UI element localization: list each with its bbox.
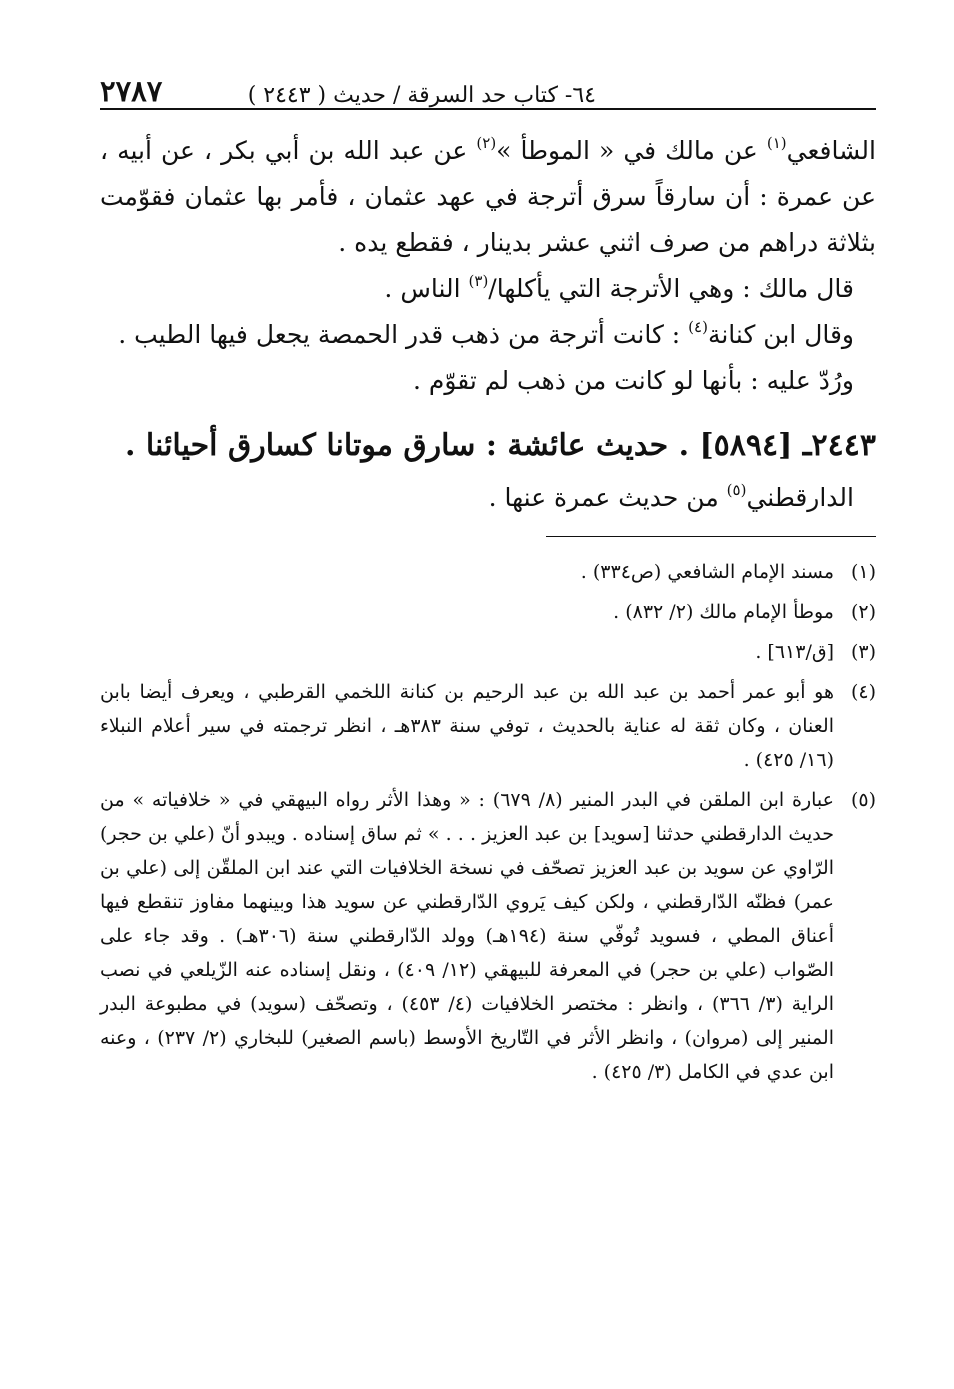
running-header	[100, 62, 876, 110]
page-number: ٢٧٨٧	[100, 74, 163, 108]
footnote-item	[100, 635, 876, 669]
footnote-ref[interactable]: (١)	[766, 133, 787, 152]
hadith-heading: ٢٤٤٣ـ [٥٨٩٤] . حديث عائشة : سارق موتانا كسارق أحيائنا .	[125, 428, 876, 463]
text-segment: الشافعي	[786, 136, 876, 165]
footnote-number: (١)	[850, 561, 876, 583]
text-segment: قال مالك : وهي الأترجة التي يأكلها/	[488, 274, 854, 303]
text-segment: عن مالك في « الموطأ »	[496, 136, 767, 165]
footnote-text: مسند الإمام الشافعي (ص٣٣٤) .	[580, 561, 834, 583]
footnote-ref[interactable]: (٤)	[688, 317, 708, 336]
footnote-item	[100, 783, 876, 1089]
footnote-ref[interactable]: (٢)	[476, 133, 497, 152]
main-text	[100, 128, 876, 522]
paragraph-ibn-kinana	[100, 312, 876, 358]
running-title: ٦٤- كتاب حد السرقة / حديث ( ٢٤٤٣ )	[247, 83, 596, 108]
footnote-ref[interactable]: (٣)	[468, 271, 489, 290]
footnote-ref[interactable]: (٥)	[726, 480, 747, 499]
footnote-number: (٣)	[850, 641, 876, 663]
footnote-text: موطأ الإمام مالك (٢/ ٨٣٢) .	[613, 601, 834, 623]
text-segment: الدارقطني	[746, 483, 854, 512]
text-segment: الناس .	[384, 274, 469, 303]
footnote-text: عبارة ابن الملقن في البدر المنير (٨/ ٦٧٩) : « وهذا الأثر رواه البيهقي في « خلافياته » من حديث الدارقطني حدثنا [سويد] بن عبد العزيز . . . » ثم ساق إسناده . ويبدو أنّ (علي بن حجر) الرّاوي عن سويد بن عبد العزيز تصحّف في نسخة الخلافيات التي عند ابن الملقّن إلى (علي بن عمر) فظنّه الدّارقطني ، ولكن كيف يَروي الدّارقطني عن سويد هذا وبينهما مفاوز تنقطع فيها أعناق المطي ، فسويد تُوفّي سنة (١٩٤هـ) وولد الدّارقطني سنة (٣٠٦هـ) . وقد جاء على الصّواب (علي بن حجر) في المعرفة للبيهقي (١٢/ ٤٠٩) ، ونقل إسناده عنه الزّيلعي في نصب الراية (٣/ ٣٦٦) ، وانظر : مختصر الخلافيات (٤/ ٤٥٣) ، وتصحّف (سويد) في مطبوعة البدر المنير إلى (مروان) ، وانظر الأثر في التّاريخ الأوسط (باسم الصغير) للبخاري (٢/ ٢٣٧) ، وعنه ابن عدي في الكامل (٣/ ٤٢٥) .	[100, 789, 835, 1083]
book-page	[100, 62, 876, 1095]
paragraph-shafii	[100, 128, 876, 266]
footnote-text: هو أبو عمر أحمد بن عبد الله بن عبد الرحيم بن كنانة اللخمي القرطبي ، ويعرف أيضا بابن العنان ، وكان ثقة له عناية بالحديث ، توفي سنة ٣٨٣هـ ، انظر ترجمته في سير أعلام النبلاء (١٦/ ٤٢٥) .	[100, 681, 835, 771]
footnote-number: (٥)	[850, 789, 876, 811]
footnote-item	[100, 675, 876, 777]
footnote-separator	[546, 536, 876, 537]
text-segment: : كانت أترجة من ذهب قدر الحمصة يجعل فيها الطيب .	[118, 320, 689, 349]
paragraph-refutation: ورُدّ عليه : بأنها لو كانت من ذهب لم تقوّم .	[412, 366, 854, 395]
footnote-number: (٢)	[850, 601, 876, 623]
footnote-number: (٤)	[850, 681, 876, 703]
hadith-source	[100, 474, 876, 522]
text-segment: وقال ابن كنانة	[707, 320, 854, 349]
footnote-item	[100, 595, 876, 629]
paragraph-malik	[100, 266, 876, 312]
text-segment: من حديث عمرة عنها .	[488, 483, 727, 512]
footnotes	[100, 555, 876, 1089]
footnote-item	[100, 555, 876, 589]
text-segment: عن عبد الله بن أبي بكر ، عن أبيه ، عن عمرة : أن سارقاً سرق أترجة في عهد عثمان ، فأمر بها عثمان فقوّمت بثلاثة دراهم من صرف اثني عشر بدينار ، فقطع يده .	[100, 136, 876, 257]
footnote-text: [ق/٦١٣] .	[755, 641, 834, 663]
